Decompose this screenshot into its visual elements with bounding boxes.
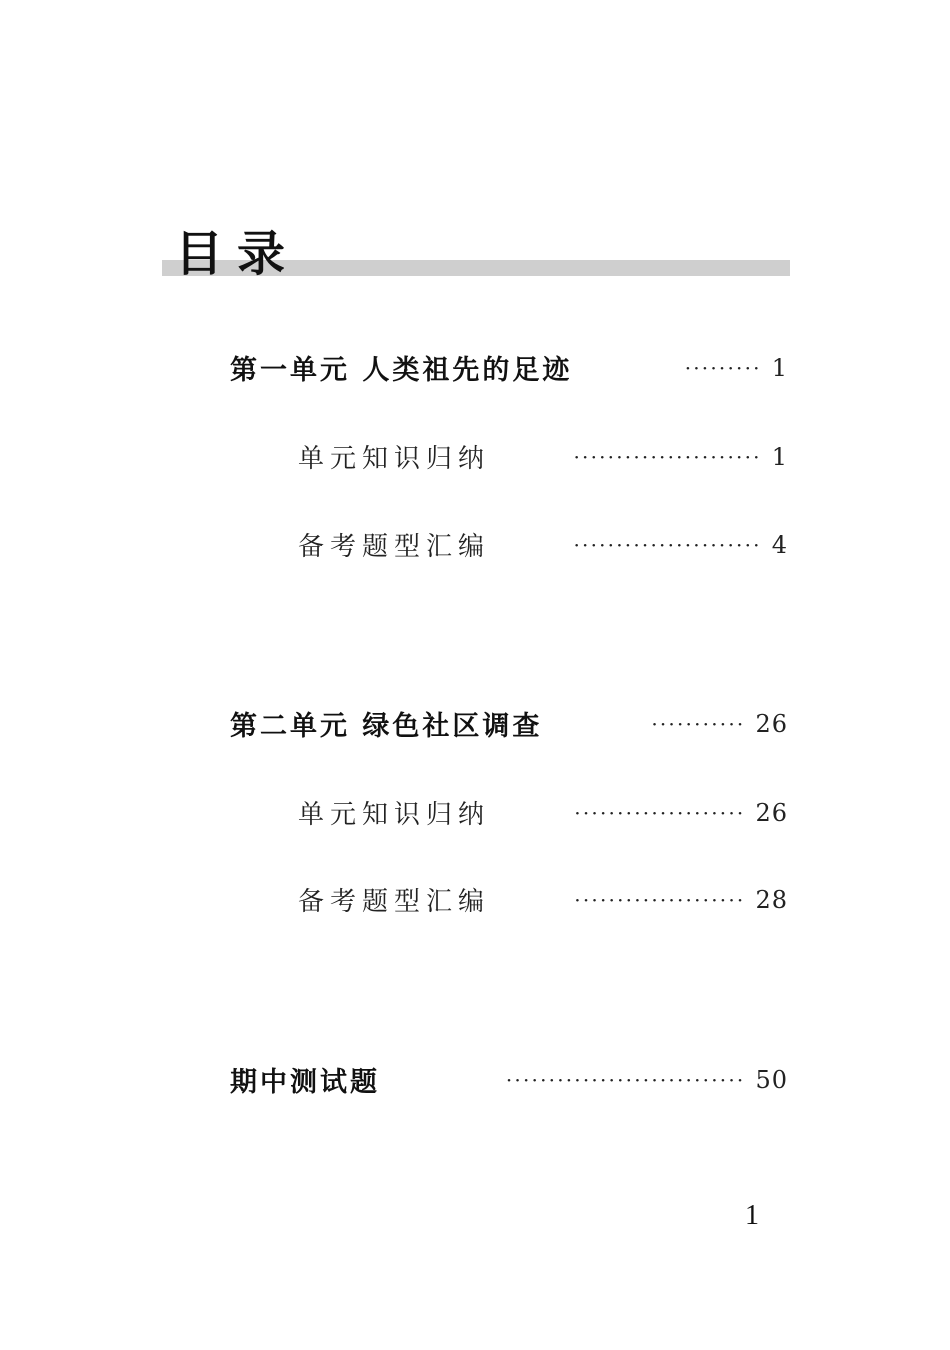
toc-entry-title: 备考题型汇编 <box>298 532 491 562</box>
toc-entry-title: 期中测试题 <box>230 1067 380 1098</box>
toc-entry-unit1[interactable] <box>230 348 788 387</box>
toc-entry-title: 备考题型汇编 <box>298 887 491 917</box>
leader-dots: ··········· <box>651 711 746 736</box>
toc-entry-title: 第二单元 绿色社区调查 <box>230 711 543 742</box>
toc-entry-unit2[interactable] <box>230 704 788 743</box>
toc-entry-title: 单元知识归纳 <box>298 800 491 830</box>
toc-entry-unit1-summary[interactable] <box>298 438 788 475</box>
leader-dots: ······················ <box>573 444 762 469</box>
toc-page-number: 26 <box>755 798 788 827</box>
leader-dots: ···················· <box>574 887 746 912</box>
footer-page-number: 1 <box>745 1200 759 1231</box>
leader-dots: ········· <box>684 355 762 380</box>
leader-dots: ···················· <box>574 800 746 825</box>
toc-page-number: 1 <box>771 442 788 471</box>
toc-entry-unit2-exercises[interactable] <box>298 881 788 918</box>
page-title: 目录 <box>175 226 300 282</box>
toc-page-number: 26 <box>755 709 788 738</box>
toc-entry-title: 单元知识归纳 <box>298 444 491 474</box>
toc-entry-title: 第一单元 人类祖先的足迹 <box>230 355 573 386</box>
toc-entry-unit2-summary[interactable] <box>298 794 788 831</box>
toc-page-number: 1 <box>771 353 788 382</box>
toc-entry-unit1-exercises[interactable] <box>298 526 788 563</box>
toc-page-number: 4 <box>771 530 788 559</box>
toc-page-number: 28 <box>755 885 788 914</box>
toc-entry-midterm[interactable] <box>230 1060 788 1099</box>
toc-page-number: 50 <box>755 1065 788 1094</box>
leader-dots: ···························· <box>505 1067 746 1092</box>
leader-dots: ······················ <box>573 532 762 557</box>
